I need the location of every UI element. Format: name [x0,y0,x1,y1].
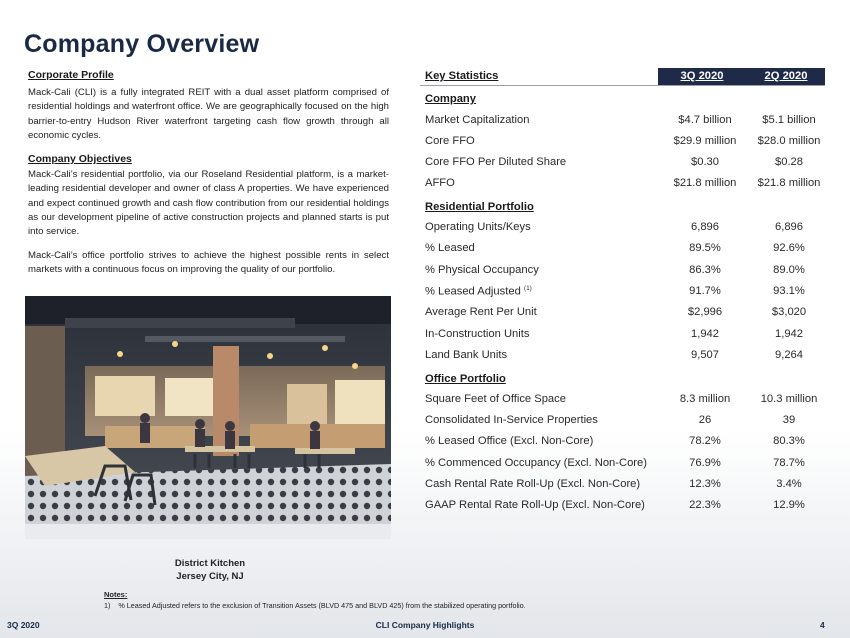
corporate-profile-heading: Corporate Profile [28,69,114,81]
stat-label: Consolidated In-Service Properties [425,414,598,427]
stat-value-2q2020: $0.28 [775,156,803,168]
company-objectives-text-2: Mack-Cali’s office portfolio strives to achieve the highest possible rents in select markets with a continuous focus on improving the quality of our portfolio. [28,250,389,276]
stat-value-2q2020: 39 [782,414,796,427]
stat-label: Average Rent Per Unit [425,306,537,319]
office-section-heading [420,371,825,389]
stat-value-2q2020: 3.4% [776,477,802,490]
stat-label: AFFO [425,177,455,189]
stat-row [420,455,825,473]
stat-row [420,304,825,322]
stat-value-2q2020: 92.6% [773,242,805,255]
photo-caption-title: District Kitchen [174,558,246,569]
stat-row [420,262,825,280]
stat-value-2q2020: 6,896 [775,221,803,233]
stat-value-2q2020: $3,020 [771,306,807,319]
stat-label: Land Bank Units [425,348,508,361]
stat-row [420,347,825,365]
stat-value-3q2020: 6,896 [691,221,719,233]
stat-value-2q2020: 93.1% [773,284,805,297]
stat-value-3q2020: $0.30 [691,156,719,168]
office-heading-label: Office Portfolio [425,373,506,385]
key-statistics-heading: Key Statistics [425,70,499,82]
corporate-profile-text: Mack-Cali (CLI) is a fully integrated REIT with a dual asset platform comprised of residential holdings and waterfront office. We are geographically focused on the high barrier-to-entry Hudson River waterfront targeting cash flow growth through all economic cycles. [28,87,389,141]
company-objectives-heading: Company Objectives [28,153,132,165]
stat-label: GAAP Rental Rate Roll-Up (Excl. Non-Core) [425,499,645,511]
stat-label: Market Capitalization [425,114,530,126]
stat-row [420,283,825,301]
stat-label: % Leased Office (Excl. Non-Core) [425,435,594,448]
residential-heading-label: Residential Portfolio [425,201,534,213]
stat-row [420,326,825,344]
stat-row [420,433,825,451]
stat-value-3q2020: 26 [698,414,712,427]
photo-caption-location: Jersey City, NJ [176,571,244,582]
stat-label: In-Construction Units [425,327,530,340]
stat-row [420,175,825,193]
stat-value-2q2020: 80.3% [773,435,805,448]
company-heading-label: Company [425,93,476,105]
stat-label: % Commenced Occupancy (Excl. Non-Core) [425,456,647,469]
stat-value-2q2020: 1,942 [775,327,803,340]
stat-value-3q2020: $29.9 million [673,135,737,147]
footer-period: 3Q 2020 [7,620,40,630]
header-divider [420,85,825,86]
stat-value-3q2020: 8.3 million [679,393,731,405]
stat-label: % Physical Occupancy [425,263,539,276]
stat-value-3q2020: 76.9% [689,456,721,469]
stat-label: Core FFO Per Diluted Share [425,156,567,168]
stat-value-3q2020: $21.8 million [673,177,737,189]
stat-row [420,112,825,130]
stat-value-3q2020: 9,507 [691,348,719,361]
stat-label: Core FFO [425,135,475,147]
column-header-2q2020: 2Q 2020 [764,70,808,82]
stat-label: % Leased [425,242,475,255]
footnote-marker: (1) [523,284,532,292]
stat-value-2q2020: 10.3 million [760,393,818,405]
company-objectives-text-1: Mack-Cali’s residential portfolio, via our Roseland Residential platform, is a market-leading residential developer and owner of class A properties. We have experienced and expect continued growth and cash flow contribution from our residential holdings as our development pipeline of active construction projects and planned starts is put into service. [28,169,389,238]
stat-row [420,154,825,172]
footer-title: CLI Company Highlights [375,620,475,630]
residential-section-heading [420,199,825,217]
stat-label: % Leased Adjusted $^{(1)}$ [425,284,532,298]
stat-row [420,133,825,151]
district-kitchen-photo [25,296,391,539]
notes-heading: Notes: [104,590,128,599]
page-title: Company Overview [24,30,260,58]
stat-value-2q2020: 89.0% [773,263,805,276]
stat-value-2q2020: 12.9% [773,499,805,511]
page-number: 4 [820,620,825,630]
stat-row [420,476,825,494]
column-header-3q2020: 3Q 2020 [680,70,724,82]
company-section-heading [420,91,825,109]
stat-label: Square Feet of Office Space [425,393,566,405]
stat-value-3q2020: 12.3% [689,477,721,490]
stat-value-2q2020: $28.0 million [757,135,821,147]
stat-row [420,412,825,430]
stat-value-3q2020: $2,996 [687,306,723,319]
stat-row [420,219,825,237]
notes-text: 1) % Leased Adjusted refers to the exclusion of Transition Assets (BLVD 475 and BLVD 425) from the stabilized operating portfolio. [104,601,526,610]
stat-value-3q2020: 1,942 [691,327,719,340]
stat-value-2q2020: $5.1 billion [762,114,816,126]
stat-row [420,240,825,258]
stat-value-2q2020: 9,264 [775,348,803,361]
stats-header-row [420,68,825,86]
stat-value-3q2020: 89.5% [689,242,721,255]
stat-value-2q2020: $21.8 million [757,177,821,189]
stat-row [420,391,825,409]
stat-value-2q2020: 78.7% [773,456,805,469]
stat-value-3q2020: 78.2% [689,435,721,448]
stat-row [420,497,825,515]
stat-value-3q2020: 86.3% [689,263,721,276]
stat-value-3q2020: $4.7 billion [678,114,732,126]
stat-label: Cash Rental Rate Roll-Up (Excl. Non-Core) [425,477,641,490]
stat-value-3q2020: 22.3% [689,499,721,511]
stat-value-3q2020: 91.7% [689,284,721,297]
stat-label: Operating Units/Keys [425,221,531,233]
